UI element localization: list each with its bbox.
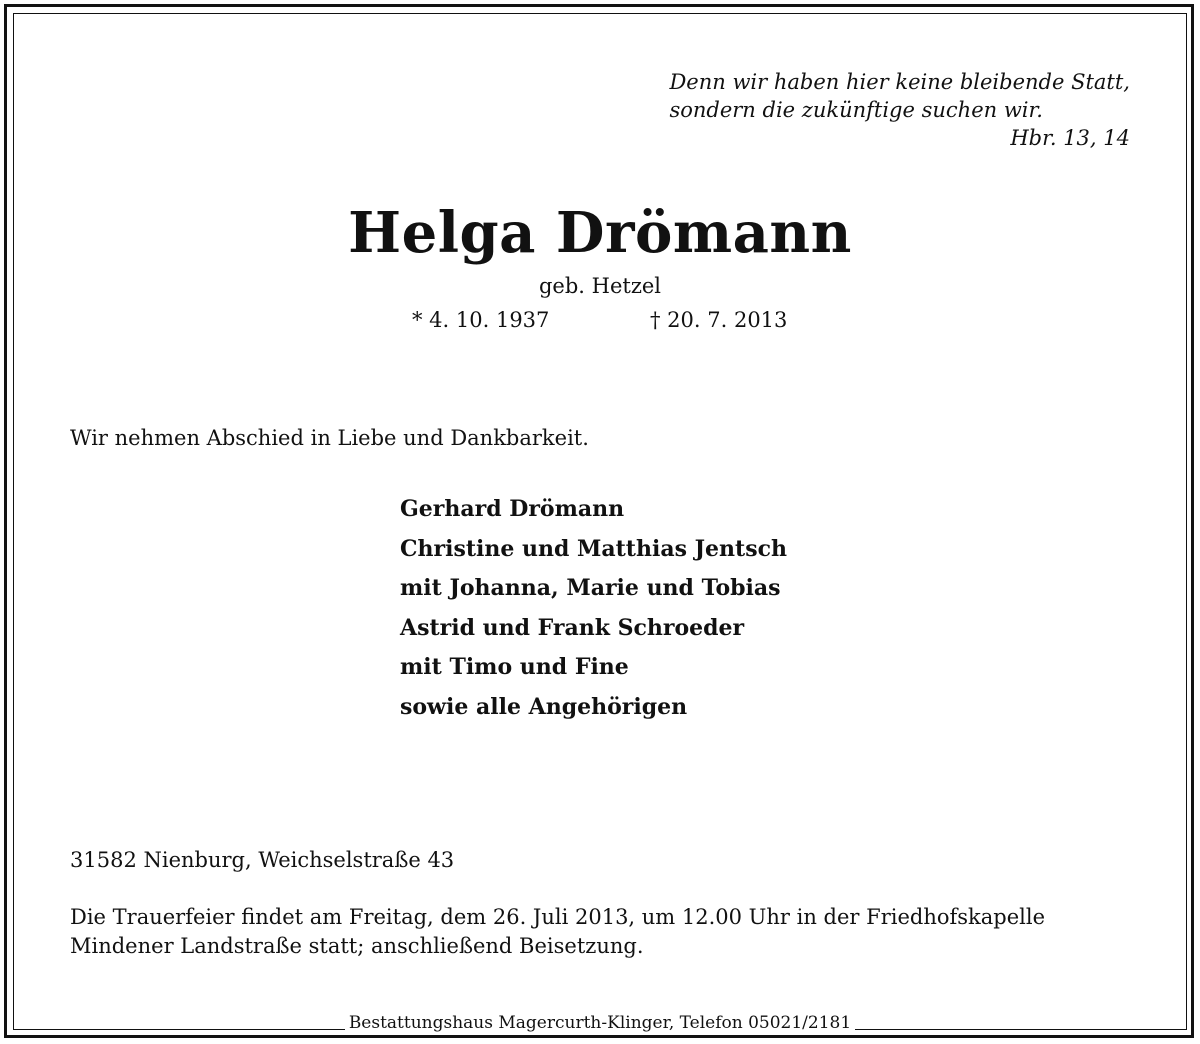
quote-line-1: Denn wir haben hier keine bleibende Statt,: [669, 70, 1130, 94]
maiden-name: geb. Hetzel: [538, 274, 662, 298]
farewell-text: Wir nehmen Abschied in Liebe und Dankbarkeit.: [70, 426, 589, 450]
quote-reference: Hbr. 13, 14: [1010, 126, 1130, 150]
ceremony-line-1: Die Trauerfeier findet am Freitag, dem 26. Juli 2013, um 12.00 Uhr in der Friedhofskapelle: [70, 905, 1046, 929]
ceremony-line-2: Mindener Landstraße statt; anschließend Beisetzung.: [70, 934, 644, 958]
mourner-line: mit Timo und Fine: [400, 654, 629, 680]
death-date: † 20. 7. 2013: [650, 308, 788, 332]
birth-date: * 4. 10. 1937: [412, 308, 550, 332]
funeral-home-text: Bestattungshaus Magercurth-Klinger, Telefon 05021/2181: [345, 1013, 855, 1033]
mourner-line: Astrid und Frank Schroeder: [400, 614, 745, 641]
mourner-line: sowie alle Angehörigen: [400, 693, 688, 720]
bible-quote: [669, 68, 1130, 152]
funeral-home-footer: [0, 1012, 1200, 1034]
deceased-name: Helga Drömann: [348, 200, 852, 266]
mourner-line: Gerhard Drömann: [400, 496, 625, 522]
address: 31582 Nienburg, Weichselstraße 43: [70, 848, 455, 872]
mourner-line: mit Johanna, Marie und Tobias: [400, 575, 781, 601]
ceremony-info: [70, 903, 1140, 961]
mourners-list: [400, 490, 787, 727]
mourner-line: Christine und Matthias Jentsch: [400, 535, 787, 562]
quote-line-2: sondern die zukünftige suchen wir.: [669, 98, 1043, 122]
